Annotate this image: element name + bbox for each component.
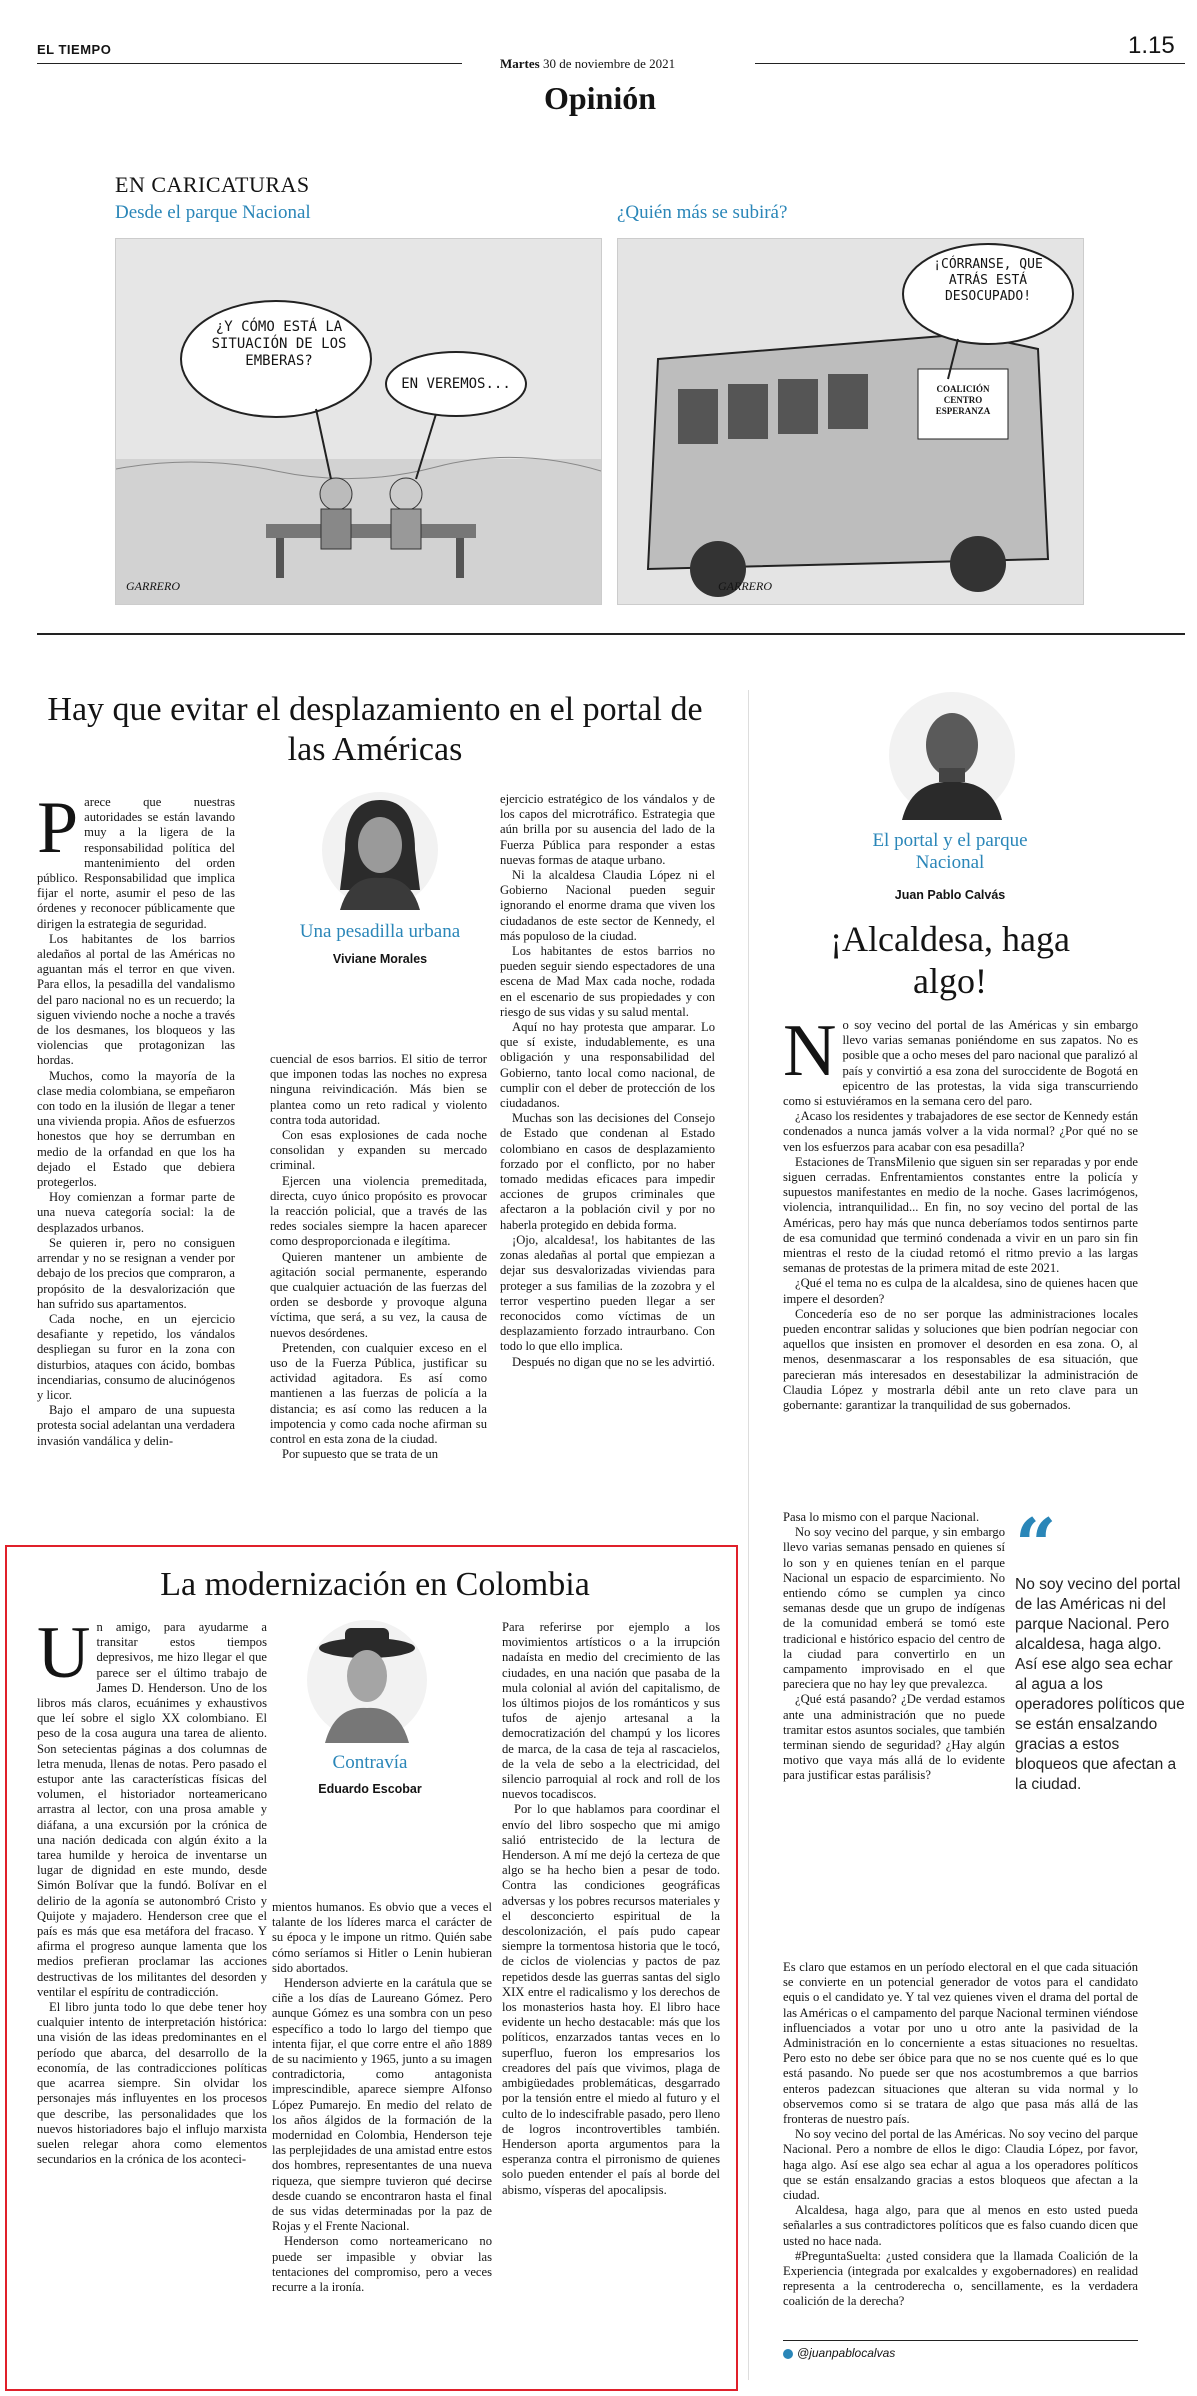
article2-column-name: Contravía bbox=[332, 1752, 408, 1773]
article1-col1-p4: Hoy comienzan a formar parte de una nueva categoría social: la de desplazados urbanos. bbox=[37, 1190, 235, 1235]
article3-headline: ¡Alcaldesa, haga algo! bbox=[830, 919, 1070, 1001]
article1-col2-p4: Quieren mantener un ambiente de agitación social permanente, esperando que cualquier actuación de las fuerzas del orden se desborde y provoque alguna víctima, que será, a su vez, la causa de nuevos desórdenes. bbox=[270, 1249, 487, 1340]
article2-col2-p2: Henderson advierte en la carátula que se ciñe a los días de Laureano Gómez. Pero aunque Gómez es una sombra con un peso específico a todo lo largo del tiempo que intenta fijar, el que corre entre el año 1889 de su nacimiento y 1965, junto a su imagen contradictoria, como antagonista imprescindible, aparece siempre Alfonso López Pumarejo. En medio del relato de los años álgidos de la formación de la modernidad en Colombia, Henderson teje las perplejidades de una amistad entre estos dos hombres, representantes de una nueva riqueza, que siempre tuvieron qué decirse desde cuando se encontraron hasta el final de sus vidas determinadas por la paz de Rojas y el Frente Nacional. bbox=[272, 1976, 492, 2234]
cartoon-right-title: ¿Quién más se subirá? bbox=[617, 202, 788, 223]
article2-headline: La modernización en Colombia bbox=[160, 1566, 590, 1603]
divider-caricaturas bbox=[37, 633, 1185, 635]
article3-col1-p1: o soy vecino del portal de las Américas y sin embargo llevo varias semanas poniéndome en sus zapatos. No es posible que a ocho meses del paro nacional que paralizó al país y convirtió a esa zona del suroccidente de Bogotá en epicentro de las protestas, la vida siga transcurriendo como si estuviéramos en la semana cero del paro. bbox=[783, 1018, 1138, 1109]
cartoon-right-sign: COALICIÓN CENTRO ESPERANZA bbox=[935, 384, 991, 416]
cartoon-right bbox=[617, 238, 1084, 605]
cartoon-left bbox=[115, 238, 602, 605]
twitter-icon bbox=[783, 2349, 793, 2359]
article1-col3-p2: Ni la alcaldesa Claudia López ni el Gobierno Nacional pueden seguir ignorando el enorme drama que viven los ciudadanos de este sector de Kennedy, el más populoso de la ciudad. bbox=[500, 868, 715, 943]
article1-col1-p1: arece que nuestras autoridades se están lavando muy a la ligera de la responsabilidad política del mantenimiento del orden público. Responsabilidad que implica fijar el norte, asumir el peso de las órdenes y reconocer públicamente que dirigen la estrategia de seguridad. bbox=[37, 795, 235, 931]
article3-column-name: El portal y el parque Nacional bbox=[872, 830, 1028, 873]
article1-col3-p7: Después no digan que no se les advirtió. bbox=[512, 1354, 715, 1369]
article1-col1-p7: Bajo el amparo de una supuesta protesta social adelantan una verdadera invasión vandálica y delin- bbox=[37, 1403, 235, 1448]
article1-col3-p5: Muchas son las decisiones del Consejo de Estado que condenan al Estado colombiano en casos de desplazamiento forzado por el conflicto, por no haber tomado medidas eficaces para impedir acciones de grupos criminales que afectaron a la población civil y por no haberla protegido en debida forma. bbox=[500, 1111, 715, 1232]
article3-col2-p2: No soy vecino del portal de las Américas. No soy vecino del parque Nacional. Pero a nombre de ellos le digo: Claudia López, por favor, haga algo. Así ese algo sea echar al agua a los operadores políticos que se están ensalzando gracias a estos bloqueos que afectan a la ciudad. bbox=[783, 2127, 1138, 2203]
article1-column-name: Una pesadilla urbana bbox=[299, 921, 461, 942]
article1-col3-p3: Los habitantes de estos barrios no pueden seguir siendo espectadores de una escena de Mad Max cada noche, rodada en el escenario de sus propiedades y con riesgo de sus vidas y su salud mental. bbox=[500, 944, 715, 1019]
cartoon-right-bubble: ¡CÓRRANSE, QUE ATRÁS ESTÁ DESOCUPADO! bbox=[933, 257, 1043, 304]
article2-col3-p2: Por lo que hablamos para coordinar el envío del libro sospecho que mi amigo salió entristecido de la lectura de Henderson. A mí me dejó la certeza de que algo se ha hecho bien a pesar de todo. Contra las condiciones geográficas adversas y los pobres recursos materiales y el desconcierto espiritual de la descolonización, el país pudo capear siempre la tormentosa historia que le tocó, de ciclos de violencias y pactos de paz repetidos desde las guerras santas del siglo XIX entre el radicalismo y los derechos de los monasterios hasta hoy. El libro hace evidente un hecho destacable: más que los políticos, enzarzados tantas veces en lo superfluo, fueron los empresarios los creadores del país que vivimos, plaga de ambigüedades problemáticas, desgarrado por la tensión entre el miedo al futuro y el culto de lo indescifrable pasado, pero lleno de logros incontrovertibles también. Henderson aporta argumentos para la esperanza contra el pirronismo de quienes solo pueden entender el país al borde del abismo, vísperas del apocalipsis. bbox=[502, 1802, 720, 2197]
article2-col1 bbox=[37, 1612, 267, 2167]
article3-portrait bbox=[887, 690, 1017, 820]
article3-dropcap: N bbox=[783, 1010, 837, 1092]
article1-col2-p2: Con esas explosiones de cada noche consolidan y expanden su mercado criminal. bbox=[270, 1128, 487, 1173]
article1-col2-p1: cuencial de esos barrios. El sitio de terror que imponen todas las noches no expresa ninguna reivindicación. Más bien se plantea como un reto radical y violento contra toda autoridad. bbox=[270, 1052, 487, 1127]
article3-col1-narrow bbox=[783, 1510, 1005, 1784]
article1-col1 bbox=[37, 787, 235, 1449]
cartoon-left-bubble1: ¿Y CÓMO ESTÁ LA SITUACIÓN DE LOS EMBERAS? bbox=[211, 319, 347, 369]
article3-col2-p1: Es claro que estamos en un período electoral en el que cada situación se convierte en un potencial generador de votos para el candidato equis o el candidato ye. Y tal vez quienes viven el drama del portal de las Américas o el campamento del parque Nacional terminen viéndose influenciados a votar por uno u otro ante la pasividad de la Administración en lo concerniente a estas situaciones no resueltas. Pero esto no debe ser óbice para que no se nos cuente qué es lo que está pasando. No puede ser que nos acostumbremos a que barrios enteros padezcan situaciones que alteran su vida normal y lo observemos como si se tratara de algo que pasa más allá de las fronteras de nuestro país. bbox=[783, 1960, 1138, 2127]
article1-col2 bbox=[270, 1052, 487, 1462]
article1-col3-p4: Aquí no hay protesta que amparar. Lo que sí existe, indudablemente, es una obligación y una responsabilidad del Gobierno, tanto local como nacional, de cumplir con el deber de protección de los ciudadanos. bbox=[500, 1020, 715, 1111]
header-date-rest: 30 de noviembre de 2021 bbox=[542, 56, 676, 71]
cartoon-left-signature: GARRERO bbox=[126, 579, 180, 593]
article3-col1-p5: Concedería eso de no ser porque las administraciones locales pueden encontrar salidas y soluciones que bien podrían negociar con aquellos que insisten en promover el desorden en esa zona. O, al menos, desenmascarar a los responsables de esa situación, que parecieran más interesados en desestabilizar la administración de Claudia López y mostrarla débil ante un reto clave para un gobernante: garantizar la tranquilidad de sus gobernados. bbox=[783, 1306, 1138, 1413]
page-number: 1.15 bbox=[1128, 32, 1175, 59]
article2-author: Eduardo Escobar bbox=[318, 1782, 422, 1796]
article3-twitter-handle: @juanpablocalvas bbox=[797, 2346, 896, 2360]
article3-col1n-p1: Pasa lo mismo con el parque Nacional. bbox=[783, 1510, 980, 1524]
logo: EL TIEMPO bbox=[37, 42, 112, 57]
header-date bbox=[500, 56, 675, 72]
article3-twitter-rule bbox=[783, 2340, 1138, 2341]
article3-author: Juan Pablo Calvás bbox=[894, 888, 1006, 902]
header-rule-right bbox=[755, 63, 1185, 64]
article3-twitter bbox=[783, 2346, 895, 2360]
article1-col1-p5: Se quieren ir, pero no consiguen arrendar y no se resignan a vender por debajo de los precios que compraron, a propósito de la desvalorización que han sufrido sus apartamentos. bbox=[37, 1235, 235, 1311]
cartoon-left-title: Desde el parque Nacional bbox=[115, 202, 311, 223]
caricaturas-label: EN CARICATURAS bbox=[115, 172, 310, 197]
article2-dropcap: U bbox=[37, 1612, 91, 1694]
article3-col2-p4: #PreguntaSuelta: ¿usted considera que la llamada Coalición de la Experiencia (integrada por exalcaldes y exgobernadores) en realidad representa a la centroderecha o, sencillamente, es la verdadera coalición de la derecha? bbox=[783, 2248, 1138, 2309]
article1-col3 bbox=[500, 792, 715, 1370]
article2-col2 bbox=[272, 1900, 492, 2295]
article1-headline: Hay que evitar el desplazamiento en el portal de las Américas bbox=[47, 691, 703, 768]
article3-pullquote-text: No soy vecino del portal de las Américas ni del parque Nacional. Pero alcaldesa, haga algo. Así ese algo sea echar al agua a los operadores políticos que se están ensalzando gracias a estos bloqueos que afectan a la ciudad. bbox=[1015, 1576, 1185, 1793]
article1-portrait bbox=[320, 790, 440, 910]
article3-portrait-image bbox=[887, 690, 1017, 820]
cartoon-left-drawing bbox=[116, 239, 601, 604]
article1-col1-p2: Los habitantes de los barrios aledaños al portal de las Américas no aguantan más el terror en que viven. Para ellos, la pesadilla del vandalismo del paro nacional no es un recuerdo; la siguen viviendo noche a noche a través de los desmanes, los bloqueos y las violencias que protagonizan las hordas. bbox=[37, 931, 235, 1068]
header-date-day: Martes bbox=[500, 56, 540, 71]
section-title: Opinión bbox=[543, 80, 657, 116]
article1-col2-p5: Pretenden, con cualquier exceso en el uso de la Fuerza Pública, justificar su actividad agitadora. Es así como mantienen a las fuerzas de policía a la distancia; es así como las reducen a la impotencia y como cada noche afirman su control en esta zona de la ciudad. bbox=[270, 1340, 487, 1447]
article3-col1n-p2: No soy vecino del parque, y sin embargo llevo varias semanas pensado en quienes sí lo son y en quienes tenían en el parque Nacional un espacio de esparcimiento. No entiendo cómo se cumplen ya cinco semanas desde que un grupo de indígenas de la comunidad emberá se tomó este tradicional e histórico espacio del centro de la ciudad para convertirlo en un campamento improvisado en el que pareciera que no hay ley que prevalezca. bbox=[783, 1525, 1005, 1692]
article2-portrait bbox=[305, 1618, 430, 1743]
article2-col3 bbox=[502, 1620, 720, 2198]
article3-col1-p2: ¿Acaso los residentes y trabajadores de ese sector de Kennedy están condenados a nunca jamás volver a la vida normal? ¿Por qué no se ven los esfuerzos para acabar con esa pesadilla? bbox=[783, 1109, 1138, 1154]
cartoon-left-bubble2: EN VEREMOS... bbox=[401, 376, 511, 392]
header-rule-left bbox=[37, 63, 462, 64]
cartoon-right-signature: GARRERO bbox=[718, 579, 772, 593]
quote-mark-icon: “ bbox=[1015, 1502, 1057, 1587]
article2-col2-p1: mientos humanos. Es obvio que a veces el talante de los líderes marca el carácter de su época y le impone un ritmo. Quién sabe cómo seríamos si Hitler o Lenin hubieran sido abortados. bbox=[272, 1900, 492, 1975]
article2-portrait-image bbox=[305, 1618, 430, 1743]
article2-col1-p1: n amigo, para ayudarme a transitar estos tiempos depresivos, me hizo llegar el que parece ser el último trabajo de James D. Henderson. Uno de los libros más claros, ecuánimes y exhaustivos que leí sobre el siglo XX colombiano. El peso de la cosa augura una tarea de aliento. Son setecientas páginas a dos columnas de letra menuda, llenas de notas. Pero pasado el estupor ante las características físicas del volumen, el historiador norteamericano arrastra al lector, con una prosa amable y diáfana, a una excursión por la crónica de una nación dedicada con algún éxito a la tarea humilde y heroica de inventarse un lugar de dignidad en este mundo, desde Simón Bolívar que la fundó. Bolívar en el delirio de la agonía se autonombró Cristo y Quijote y majadero. Henderson cree que el país es más que esa metáfora del fracaso. Y afirma el progreso aunque lamenta que los medios prefieran proclamar las acciones destructivas de los militantes del desorden y ventilar el espíritu de contradicción. bbox=[37, 1620, 267, 1999]
article2-col2-p3: Henderson como norteamericano no puede ser impasible y obviar las tentaciones del compromiso, pero a veces recurre a la ironía. bbox=[272, 2234, 492, 2295]
article3-col2 bbox=[783, 1960, 1138, 2310]
article3-pullquote bbox=[1015, 1502, 1185, 1795]
article1-col1-p3: Muchos, como la mayoría de la clase media colombiana, se empeñaron con todo en la ilusión de llegar a tener una vivienda propia. Años de esfuerzos honestos que hoy se derrumban en medio de la orfandad en que los ha dejado el Estado que debiera protegerlos. bbox=[37, 1068, 235, 1190]
article3-col1n-p3: ¿Qué está pasando? ¿De verdad estamos ante una administración que no puede tramitar estos asuntos sociales, que también terminan siendo de seguridad? ¿Hay algún motivo que vaya más allá de lo evidente para justificar estas parálisis? bbox=[783, 1692, 1005, 1783]
article1-col2-p6: Por supuesto que se trata de un bbox=[282, 1447, 438, 1462]
article2-col1-p2: El libro junta todo lo que debe tener hoy cualquier intento de interpretación histórica: una visión de las ideas predominantes en el período que abarca, del desarrollo de la economía, de las contradicciones políticas que acarrea siempre. Sin olvidar los personajes más influyentes en los procesos que describe, las personalidades que los nuevos historiadores bajo el influjo marxista suelen relegar ahora como elementos secundarios en la crónica de los aconteci- bbox=[37, 2000, 267, 2167]
article2-col3-p1: Para referirse por ejemplo a los movimientos artísticos o a la irrupción nadaísta en medio del crecimiento de las ciudades, en una nación que pasaba de la mula colonial al avión del capitalismo, de los últimos piojos de los románticos y sus tufos de ajenjo artesanal a la democratización del champú y los licores de marca, de la casa de teja al rascacielos, de la vela de sebo a la electricidad, del silencio parroquial al rock and roll de los nuevos tocadiscos. bbox=[502, 1620, 720, 1802]
article1-col1-p6: Cada noche, en un ejercicio desafiante y repetido, los vándalos despliegan su furor en la zona con disturbios, ataques con ácido, bombas incendiarias, consumo de alucinógenos y licor. bbox=[37, 1311, 235, 1402]
article3-col1 bbox=[783, 1010, 1138, 1413]
article1-col3-p6: ¡Ojo, alcaldesa!, los habitantes de las zonas aledañas al portal que empiezan a dejar sus desvalorizadas viviendas para proteger a sus familias de la zozobra y el terror vespertino pueden llegar a ser reconocidos como víctimas de un desplazamiento forzado intraurbano. Con todo lo que ello implica. bbox=[500, 1232, 715, 1354]
article3-col1-p4: ¿Qué el tema no es culpa de la alcaldesa, sino de quienes hacen que impere el desorden? bbox=[783, 1276, 1138, 1306]
article1-dropcap: P bbox=[37, 787, 79, 869]
article1-portrait-image bbox=[320, 790, 440, 910]
article1-col2-p3: Ejercen una violencia premeditada, directa, cuyo único propósito es provocar la reacción policial, que a través de las redes sociales siempre la hacen aparecer como desproporcionada e ilegítima. bbox=[270, 1173, 487, 1249]
article1-col3-p1: ejercicio estratégico de los vándalos y de los capos del microtráfico. Estrategia que aún brilla por su ausencia del lado de la Fuerza Pública para responder a estas nuevas formas de ataque urbano. bbox=[500, 792, 715, 867]
article3-col2-p3: Alcaldesa, haga algo, para que al menos en esto usted pueda señalarles a sus contradictores políticos que es falso cuando dicen que usted no hace nada. bbox=[783, 2203, 1138, 2248]
vertical-divider bbox=[748, 690, 749, 2380]
article1-author: Viviane Morales bbox=[332, 952, 428, 966]
article3-col1-p3: Estaciones de TransMilenio que siguen sin ser reparadas y por ende siguen cerradas. Enfrentamientos constantes entre la policía y supuestos manifestantes en medio de la noche. Gases lacrimógenos, violencia, intranquilidad... En fin, no soy vecino del portal de las Américas, pero hay más que nunca deberíamos todos sentirnos parte de esa comunidad que terminó condenada a vivir en un paro sin fin mientras el resto de la ciudad retomó el ritmo previo a las largas semanas de protestas de la primera mitad de este 2021. bbox=[783, 1154, 1138, 1276]
